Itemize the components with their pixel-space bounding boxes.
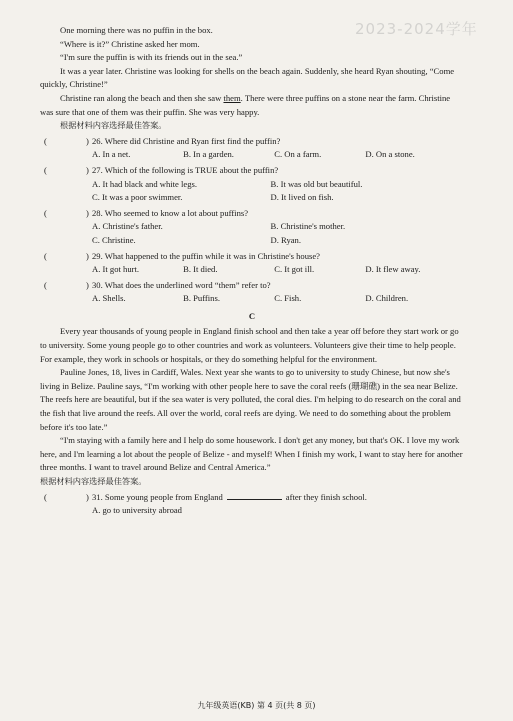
option[interactable]: B. Puffins. <box>183 293 220 304</box>
options <box>40 263 464 277</box>
option[interactable]: D. It lived on fish. <box>270 192 334 203</box>
option[interactable]: B. It was old but beautiful. <box>270 178 363 189</box>
question-list-b <box>40 135 464 306</box>
option[interactable]: D. On a stone. <box>365 149 415 160</box>
option[interactable]: A. It got hurt. <box>92 264 140 275</box>
option[interactable]: A. It had black and white legs. <box>92 178 198 189</box>
instruction: 根据材料内容选择最佳答案。 <box>60 120 167 131</box>
option[interactable]: D. Children. <box>365 293 409 304</box>
options <box>40 220 464 234</box>
option[interactable]: C. It was a poor swimmer. <box>92 192 183 203</box>
option[interactable]: B. It died. <box>183 264 218 275</box>
answer-blank[interactable]: ( ) <box>44 207 89 218</box>
passage-paragraph: “Where is it?” Christine asked her mom. <box>60 38 200 49</box>
section-heading: C <box>248 310 256 321</box>
question: ( ) 27. Which of the following is TRUE about the puffin? A. It had black and white legs. B. It was old but beautiful. C. It was a poor swimmer. D. It lived on fish. <box>40 164 464 205</box>
option[interactable]: B. Christine's mother. <box>270 221 346 232</box>
options <box>40 191 464 205</box>
passage-paragraph: Christine ran along the beach and then she saw them. There were three puffins on a stone near the farm. Christine was sure that one of them was their puffin. She was very happy. <box>40 92 451 117</box>
option[interactable]: C. Christine. <box>92 234 136 245</box>
option[interactable]: A. Christine's father. <box>92 221 163 232</box>
option[interactable]: A. go to university abroad <box>92 505 182 516</box>
question: ( ) 28. Who seemed to know a lot about puffins? A. Christine's father. B. Christine's mother. C. Christine. D. Ryan. <box>40 207 464 248</box>
page-footer: 九年级英语(KB) 第 4 页(共 8 页) <box>197 701 316 710</box>
passage-paragraph: Pauline Jones, 18, lives in Cardiff, Wales. Next year she wants to go to university to study Chinese, but now she's living in Belize. Pauline says, “I'm working with other people here to save the coral reefs (珊瑚礁) in the sea near Belize. The reefs here are beautiful, but if the sea water is very polluted, the coral dies. I'm helping to do research on the coral and the fish that live around the reefs. All over the world, coral reefs are dying. We need to do something about the problem before it's too late.” <box>40 367 461 432</box>
answer-blank[interactable]: ( ) <box>44 250 89 261</box>
option[interactable]: D. Ryan. <box>270 234 301 245</box>
options <box>40 178 464 192</box>
options <box>40 292 464 306</box>
passage-paragraph: “I'm sure the puffin is with its friends out in the sea.” <box>60 52 243 63</box>
option[interactable]: A. Shells. <box>92 293 126 304</box>
option[interactable]: B. In a garden. <box>183 149 234 160</box>
option[interactable]: D. It flew away. <box>365 264 421 275</box>
answer-blank[interactable]: ( ) <box>44 491 89 502</box>
question: ( ) 29. What happened to the puffin while it was in Christine's house? A. It got hurt. B. It died. C. It got ill. D. It flew away. <box>40 250 464 277</box>
underlined-word: them <box>223 92 241 103</box>
question: ( ) 26. Where did Christine and Ryan first find the puffin? A. In a net. B. In a garden. C. On a farm. D. On a stone. <box>40 135 464 162</box>
instruction: 根据材料内容选择最佳答案。 <box>40 476 147 486</box>
option[interactable]: C. Fish. <box>274 293 302 304</box>
bleed-through-text: 2023-2024学年 <box>355 20 478 38</box>
fill-blank[interactable] <box>227 499 282 500</box>
answer-blank[interactable]: ( ) <box>44 135 89 146</box>
question: ( ) 30. What does the underlined word “them” refer to? A. Shells. B. Puffins. C. Fish. D. Children. <box>40 279 464 306</box>
option[interactable]: A. In a net. <box>92 149 131 160</box>
answer-blank[interactable]: ( ) <box>44 279 89 290</box>
page-content <box>40 24 464 518</box>
passage-paragraph: Every year thousands of young people in England finish school and then take a year off before they start work or go to university. Some young people go to other countries and work as volunteers. Volunteers give their time to help people. For example, they work in schools or hospitals, or they do something helpful for the environment. <box>40 326 459 364</box>
options <box>40 504 464 518</box>
option[interactable]: C. On a farm. <box>274 149 322 160</box>
passage-paragraph: It was a year later. Christine was looking for shells on the beach again. Suddenly, she heard Ryan shouting, “Come quickly, Christine!” <box>40 65 455 90</box>
options <box>40 234 464 248</box>
passage-paragraph: One morning there was no puffin in the box. <box>60 25 213 35</box>
question: ( ) 31. Some young people from England after they finish school. <box>40 491 464 505</box>
passage-paragraph: “I'm staying with a family here and I help do some housework. I don't get any money, but that's OK. I love my work here, and I'm learning a lot about the people of Belize - and myself! When I finish my work, I want to stay here for another three months. I want to travel around Belize and Central America.” <box>40 435 463 473</box>
option[interactable]: C. It got ill. <box>274 264 315 275</box>
answer-blank[interactable]: ( ) <box>44 164 89 175</box>
options <box>40 148 464 162</box>
